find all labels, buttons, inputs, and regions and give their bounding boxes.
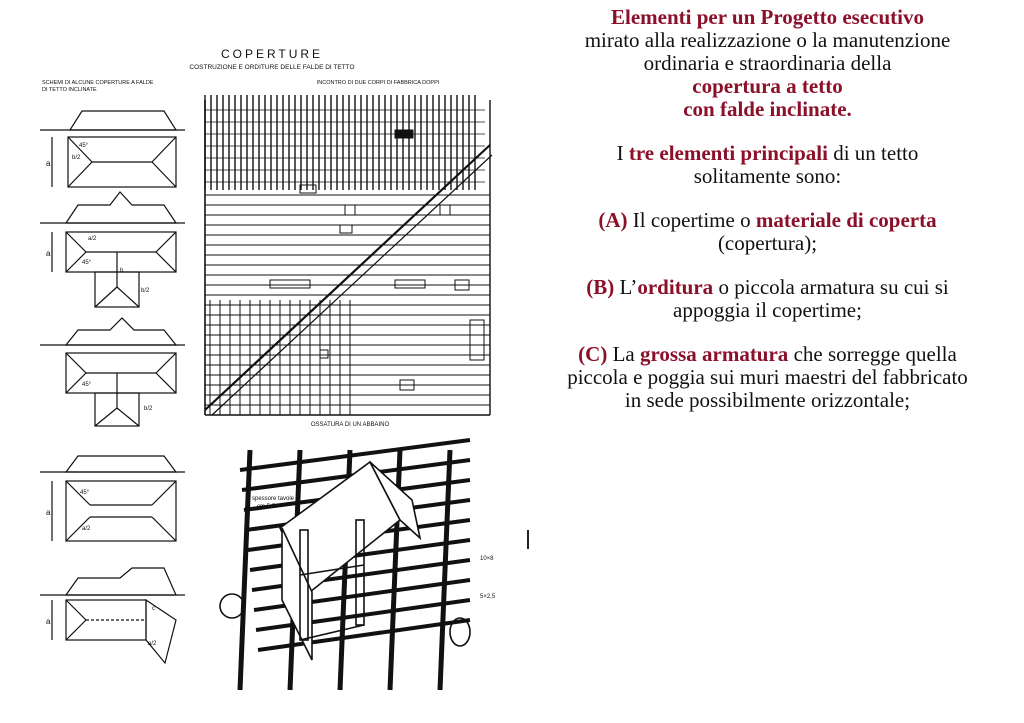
plan-block bbox=[345, 205, 355, 215]
item-c-bold: grossa armatura bbox=[639, 342, 789, 366]
heading: Elementi per un Progetto esecutivo bbox=[610, 5, 924, 29]
item-c-line-1 bbox=[515, 343, 1020, 366]
right-caption: INCONTRO DI DUE CORPI DI FABBRICA DOPPI bbox=[316, 80, 440, 86]
bottom-caption: OSSATURA DI UN ABBAINO bbox=[310, 422, 390, 428]
dim-b2-3: b/2 bbox=[144, 406, 153, 412]
dim-b2-label: b/2 bbox=[72, 155, 81, 161]
dim-a: a bbox=[46, 159, 51, 168]
text-cursor bbox=[527, 530, 529, 549]
angle-45-3: 45° bbox=[82, 382, 92, 388]
roof-framing-plan bbox=[205, 95, 492, 415]
paragraph-1-line-1 bbox=[515, 142, 1020, 165]
roof-scheme-4 bbox=[40, 456, 185, 541]
intro-line-1: mirato alla realizzazione o la manutenzione bbox=[584, 28, 951, 52]
intro-line-4: con falde inclinate. bbox=[683, 97, 852, 121]
plan-block bbox=[470, 320, 484, 360]
dim-a2-5: a/2 bbox=[148, 641, 157, 647]
dim-a2-4: a/2 bbox=[82, 526, 91, 532]
item-b-rest: o piccola armatura su cui si bbox=[713, 275, 949, 299]
plan-block bbox=[395, 130, 413, 138]
dormer-beam bbox=[240, 450, 250, 690]
item-b-line-1 bbox=[515, 276, 1020, 299]
item-a-text: Il copertime o bbox=[627, 208, 756, 232]
roof-scheme-3 bbox=[40, 318, 185, 426]
plan-block bbox=[340, 225, 352, 233]
dim-a-2: a bbox=[46, 249, 51, 258]
dim-b-2: b bbox=[120, 268, 124, 274]
item-a-bold: materiale di coperta bbox=[755, 208, 937, 232]
item-c-tag: (C) bbox=[578, 342, 608, 366]
item-b-line-2: appoggia il copertime; bbox=[673, 298, 862, 322]
item-b-bold: orditura bbox=[637, 275, 714, 299]
roof-scheme-2 bbox=[40, 192, 185, 307]
item-b-tag: (B) bbox=[586, 275, 615, 299]
plan-block bbox=[440, 205, 450, 215]
item-c-line-2: piccola e poggia sui muri maestri del fabbricato bbox=[567, 365, 968, 389]
item-c-text: La bbox=[607, 342, 640, 366]
roof-scheme-5 bbox=[40, 568, 185, 663]
left-caption-line1: SCHEMI DI ALCUNE COPERTURE A FALDE bbox=[42, 80, 154, 86]
angle-45-2: 45° bbox=[82, 260, 92, 266]
item-b-text: L’ bbox=[614, 275, 638, 299]
figure-title: COPERTURE bbox=[220, 47, 324, 61]
angle-45-label: 45° bbox=[79, 143, 89, 149]
intro-line-2: ordinaria e straordinaria della bbox=[643, 51, 892, 75]
angle-45-4: 45° bbox=[80, 490, 90, 496]
item-a-line-1 bbox=[515, 209, 1020, 232]
dim-b2-2: b/2 bbox=[141, 288, 150, 294]
roof-scheme-1 bbox=[40, 111, 185, 187]
dormer-beam bbox=[440, 450, 450, 690]
plan-block bbox=[320, 350, 328, 358]
label-dim-1: 10×8 bbox=[480, 556, 494, 562]
p1-bold: tre elementi principali bbox=[628, 141, 828, 165]
plan-block bbox=[270, 280, 310, 288]
plan-line bbox=[205, 145, 490, 410]
figure-subtitle: COSTRUZIONE E ORDITURE DELLE FALDE DI TETTO bbox=[189, 64, 355, 71]
item-a-tag: (A) bbox=[598, 208, 628, 232]
dim-a-5: a bbox=[46, 617, 51, 626]
item-c-rest: che sorregge quella bbox=[788, 342, 957, 366]
dim-a-4: a bbox=[46, 508, 51, 517]
label-spessore-2: cm 5-5 bbox=[257, 504, 276, 510]
plan-block bbox=[395, 280, 425, 288]
roof-schemes bbox=[40, 111, 185, 663]
p1-suffix: di un tetto bbox=[827, 141, 919, 165]
intro-line-3: copertura a tetto bbox=[692, 74, 843, 98]
left-caption-line2: DI TETTO INCLINATE bbox=[42, 87, 97, 93]
paragraph-1-line-2: solitamente sono: bbox=[693, 164, 842, 188]
dormer-frame-drawing bbox=[220, 440, 496, 690]
item-c-line-3: in sede possibilmente orizzontale; bbox=[624, 388, 911, 412]
p1-prefix: I bbox=[616, 141, 629, 165]
description-text bbox=[515, 6, 1020, 412]
item-a-line-2: (copertura); bbox=[717, 231, 818, 255]
dim-a2-2: a/2 bbox=[88, 236, 97, 242]
label-dim-2: 5×2,5 bbox=[480, 594, 496, 600]
dim-c-5: c bbox=[152, 606, 155, 612]
label-spessore-1: spessore tavole bbox=[252, 496, 295, 502]
